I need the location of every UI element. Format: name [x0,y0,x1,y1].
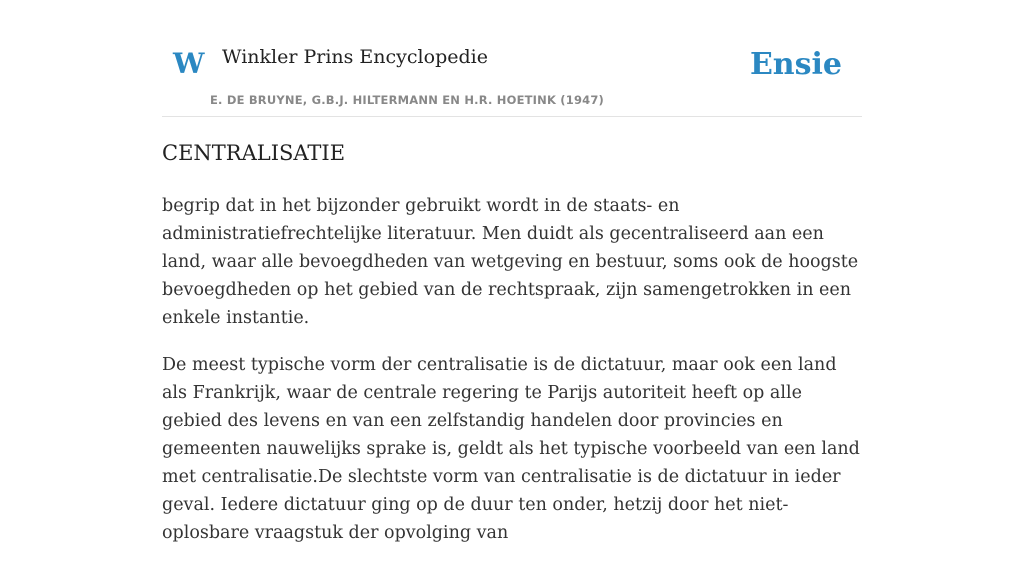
article-paragraph: begrip dat in het bijzonder gebruikt wordt in de staats- en administratiefrechtelijke literatuur. Men duidt als gecentraliseerd aan een land, waar alle bevoegdheden van wetgeving en bestuur, soms ook de hoogste bevoegdheden op het gebied van de rechtspraak, zijn samengetrokken in een enkele instantie. [162,196,859,328]
article-title: CENTRALISATIE [162,141,346,165]
article-body [162,192,862,566]
ensie-logo[interactable]: Ensie [749,47,842,82]
header [162,0,862,117]
article-paragraph: De meest typische vorm der centralisatie is de dictatuur, maar ook een land als Frankrijk, waar de centrale regering te Parijs autoriteit heeft op alle gebied des levens en van een zelfstandig handelen door provincies en gemeenten nauwelijks sprake is, geldt als het typische voorbeeld van een land met centralisatie.De slechtste vorm van centralisatie is de dictatuur in ieder geval. Iedere dictatuur ging op de duur ten onder, hetzij door het niet-oplosbare vraagstuk der opvolging van [162,355,860,543]
winkler-prins-logo[interactable]: W [173,47,205,80]
publication-authors: E. DE BRUYNE, G.B.J. HILTERMANN EN H.R. HOETINK (1947) [210,93,605,107]
publication-title[interactable]: Winkler Prins Encyclopedie [222,46,488,68]
